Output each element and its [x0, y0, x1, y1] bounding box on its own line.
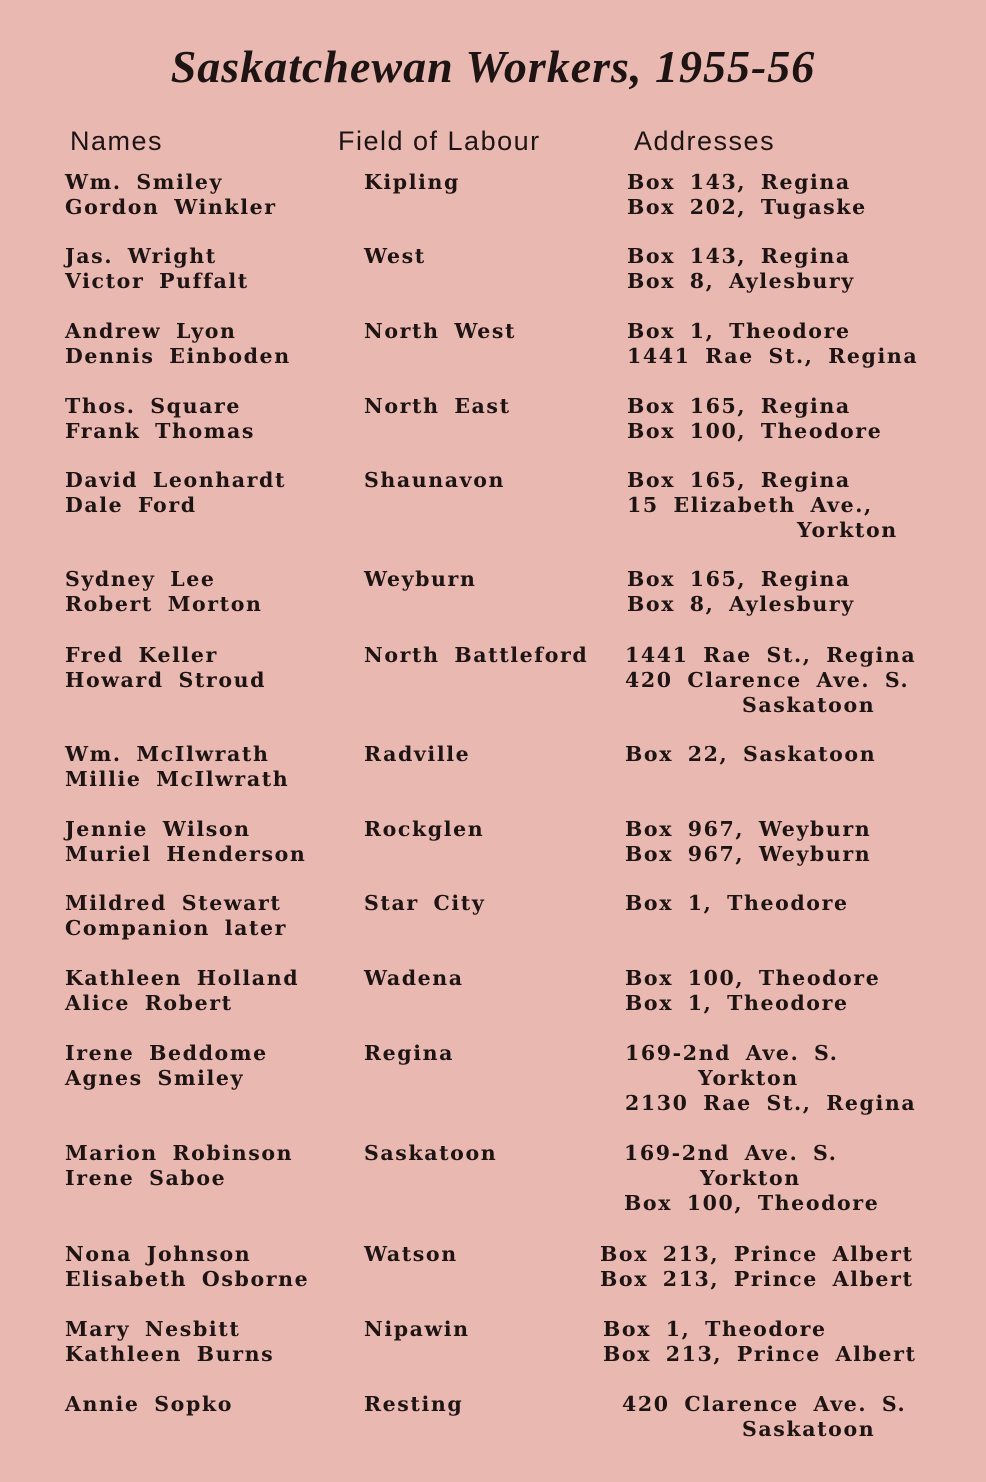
field-line: Star City: [364, 891, 486, 915]
field-column: [364, 1317, 470, 1342]
addresse-line: Box 967, Weyburn: [625, 842, 872, 866]
name-line: David Leonhardt: [65, 468, 287, 492]
addresse-line: Yorkton: [797, 518, 898, 542]
field-column: [364, 742, 470, 767]
field-line: Saskatoon: [364, 1141, 498, 1165]
addresse-line: Box 213, Prince Albert: [600, 1242, 914, 1266]
addresse-line: Saskatoon: [742, 1417, 876, 1441]
addresses-column: [627, 394, 882, 444]
addresse-line: Box 967, Weyburn: [625, 817, 872, 841]
names-column: [65, 742, 289, 792]
name-line: Millie McIlwrath: [65, 767, 290, 791]
field-line: Rockglen: [364, 817, 485, 841]
addresses-column: [600, 1242, 914, 1292]
name-line: Jennie Wilson: [65, 817, 251, 841]
addresse-line: Box 143, Regina: [627, 244, 851, 268]
names-column: [65, 1392, 233, 1417]
names-column: [65, 643, 266, 693]
addresse-line: 169-2nd Ave. S.: [625, 1041, 839, 1065]
field-column: [364, 567, 476, 592]
field-line: North Battleford: [364, 643, 589, 667]
addresse-line: Box 165, Regina: [627, 468, 851, 492]
name-line: Nona Johnson: [65, 1242, 252, 1266]
header-names: Names: [70, 126, 164, 156]
name-line: Companion later: [65, 916, 288, 940]
addresse-line: Yorkton: [700, 1166, 801, 1190]
addresse-line: Box 22, Saskatoon: [625, 742, 877, 766]
name-line: Jas. Wright: [65, 244, 217, 268]
addresse-line: Box 1, Theodore: [627, 319, 851, 343]
addresse-line: Yorkton: [698, 1066, 799, 1090]
field-line: Wadena: [364, 966, 464, 990]
name-line: Marion Robinson: [65, 1141, 294, 1165]
field-line: Resting: [364, 1392, 464, 1416]
field-column: [364, 966, 464, 991]
names-column: [65, 1041, 268, 1091]
addresses-column: [627, 468, 898, 543]
field-line: Regina: [364, 1041, 454, 1065]
header-addresses: Addresses: [634, 126, 776, 156]
name-line: Howard Stroud: [65, 668, 267, 692]
name-line: Wm. McIlwrath: [65, 742, 270, 766]
field-line: West: [364, 244, 426, 268]
name-line: Robert Morton: [65, 592, 263, 616]
field-column: [364, 394, 511, 419]
name-line: Mary Nesbitt: [65, 1317, 241, 1341]
addresse-line: Box 1, Theodore: [625, 891, 849, 915]
names-column: [65, 170, 277, 220]
addresse-line: 1441 Rae St., Regina: [627, 344, 919, 368]
name-line: Wm. Smiley: [65, 170, 224, 194]
addresse-line: 420 Clarence Ave. S.: [622, 1392, 907, 1416]
addresse-line: Box 213, Prince Albert: [603, 1342, 917, 1366]
name-line: Agnes Smiley: [65, 1066, 245, 1090]
addresses-column: [624, 1141, 879, 1216]
addresse-line: 1441 Rae St., Regina: [625, 643, 917, 667]
field-line: Kipling: [364, 170, 460, 194]
name-line: Elisabeth Osborne: [65, 1267, 310, 1291]
addresse-line: Box 100, Theodore: [624, 1191, 880, 1215]
addresse-line: Box 1, Theodore: [603, 1317, 827, 1341]
field-column: [364, 1242, 458, 1267]
field-line: Nipawin: [364, 1317, 470, 1341]
field-line: Watson: [364, 1242, 458, 1266]
field-line: North West: [364, 319, 517, 343]
name-line: Thos. Square: [65, 394, 242, 418]
addresse-line: Box 100, Theodore: [627, 419, 883, 443]
field-column: [364, 319, 516, 344]
field-column: [364, 468, 505, 493]
field-column: [364, 1392, 463, 1417]
addresse-line: Box 165, Regina: [627, 394, 851, 418]
addresse-line: Box 100, Theodore: [625, 966, 881, 990]
name-line: Irene Beddome: [65, 1041, 268, 1065]
addresse-line: 420 Clarence Ave. S.: [625, 668, 910, 692]
addresse-line: Box 8, Aylesbury: [627, 592, 855, 616]
name-line: Kathleen Burns: [65, 1342, 275, 1366]
addresses-column: [627, 244, 855, 294]
name-line: Kathleen Holland: [65, 966, 300, 990]
addresse-line: Box 1, Theodore: [625, 991, 849, 1015]
names-column: [65, 1242, 309, 1292]
addresses-column: [625, 966, 880, 1016]
names-column: [65, 319, 291, 369]
addresses-column: [627, 319, 918, 369]
names-column: [65, 817, 306, 867]
addresses-column: [622, 1392, 906, 1442]
field-column: [364, 1041, 454, 1066]
name-line: Alice Robert: [65, 991, 233, 1015]
name-line: Annie Sopko: [65, 1392, 233, 1416]
names-column: [65, 1141, 293, 1191]
field-line: Shaunavon: [364, 468, 505, 492]
addresses-column: [625, 643, 916, 718]
addresse-line: Saskatoon: [742, 693, 876, 717]
name-line: Muriel Henderson: [65, 842, 307, 866]
names-column: [65, 394, 255, 444]
name-line: Dale Ford: [65, 493, 197, 517]
name-line: Mildred Stewart: [65, 891, 282, 915]
name-line: Fred Keller: [65, 643, 218, 667]
names-column: [65, 891, 287, 941]
field-line: Radville: [364, 742, 471, 766]
addresse-line: Box 202, Tugaske: [627, 195, 867, 219]
addresse-line: 2130 Rae St., Regina: [625, 1091, 917, 1115]
addresses-column: [625, 891, 849, 916]
name-line: Gordon Winkler: [65, 195, 277, 219]
names-column: [65, 1317, 274, 1367]
name-line: Frank Thomas: [65, 419, 256, 443]
addresse-line: Box 213, Prince Albert: [600, 1267, 914, 1291]
addresse-line: Box 143, Regina: [627, 170, 851, 194]
names-column: [65, 567, 263, 617]
name-line: Dennis Einboden: [65, 344, 291, 368]
field-column: [364, 643, 588, 668]
names-column: [65, 468, 286, 518]
addresse-line: Box 165, Regina: [627, 567, 851, 591]
name-line: Irene Saboe: [65, 1166, 227, 1190]
addresses-column: [627, 567, 855, 617]
names-column: [65, 966, 299, 1016]
addresses-column: [603, 1317, 917, 1367]
addresses-column: [625, 817, 871, 867]
addresse-line: Box 8, Aylesbury: [627, 269, 855, 293]
addresse-line: 169-2nd Ave. S.: [624, 1141, 838, 1165]
addresse-line: 15 Elizabeth Ave.,: [627, 493, 873, 517]
field-column: [364, 817, 484, 842]
addresses-column: [625, 742, 876, 767]
header-field-of-labour: Field of Labour: [338, 126, 541, 156]
field-column: [364, 244, 426, 269]
names-column: [65, 244, 249, 294]
field-line: North East: [364, 394, 511, 418]
addresses-column: [625, 1041, 916, 1116]
addresses-column: [627, 170, 867, 220]
field-column: [364, 170, 460, 195]
name-line: Andrew Lyon: [65, 319, 237, 343]
field-column: [364, 1141, 497, 1166]
field-column: [364, 891, 485, 916]
name-line: Victor Puffalt: [65, 269, 249, 293]
name-line: Sydney Lee: [65, 567, 216, 591]
page-title: Saskatchewan Workers, 1955-56: [170, 41, 816, 92]
field-line: Weyburn: [364, 567, 477, 591]
